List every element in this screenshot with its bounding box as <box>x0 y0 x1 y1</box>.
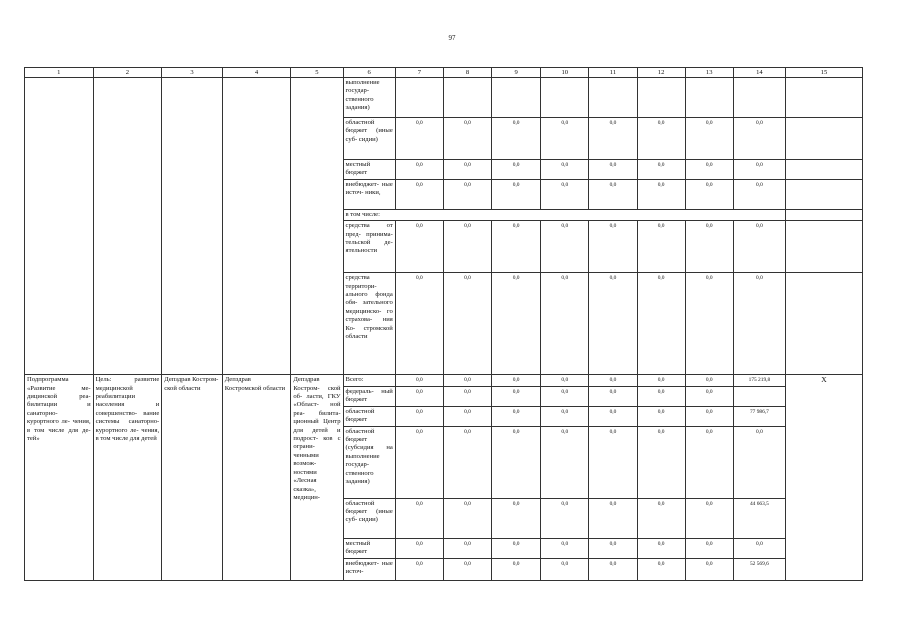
value-cell-col7: 0,0 <box>395 118 443 160</box>
column-header-7: 7 <box>395 68 443 78</box>
value-cell-col11: 0,0 <box>589 426 637 498</box>
total-value-cell <box>733 78 785 118</box>
continuation-cell-col1 <box>25 78 94 375</box>
total-value-cell <box>733 386 785 406</box>
value-cell-col11: 0,0 <box>589 498 637 538</box>
table-row <box>25 78 863 118</box>
value-cell-col12 <box>637 78 685 118</box>
total-value-cell: 0,0 <box>733 179 785 209</box>
value-cell-col9: 0,0 <box>492 538 541 558</box>
value-cell-col8 <box>443 78 491 118</box>
value-cell-col13: 0,0 <box>685 375 733 386</box>
coordinator: Депздрав Костром- ской области <box>162 375 222 580</box>
value-cell-col8: 0,0 <box>443 375 491 386</box>
column-header-9: 9 <box>492 68 541 78</box>
column-header-8: 8 <box>443 68 491 78</box>
total-value-cell: 0,0 <box>733 160 785 180</box>
value-cell-col9: 0,0 <box>492 558 541 580</box>
source-label: выполнение государ- ственного задания) <box>343 78 395 118</box>
source-label: внебюджет- ные источ- ники, <box>343 179 395 209</box>
empty-col15-cell <box>786 179 863 209</box>
budget-table <box>24 67 863 581</box>
value-cell-col8: 0,0 <box>443 498 491 538</box>
value-cell-col8: 0,0 <box>443 179 491 209</box>
column-header-1: 1 <box>25 68 94 78</box>
value-cell-col7: 0,0 <box>395 160 443 180</box>
value-cell-col9: 0,0 <box>492 118 541 160</box>
value-cell-col9: 0,0 <box>492 498 541 538</box>
value-cell-col9: 0,0 <box>492 386 541 406</box>
value-cell-col9: 0,0 <box>492 160 541 180</box>
value-cell-col9: 0,0 <box>492 221 541 273</box>
continuation-cell-col4 <box>222 78 291 375</box>
value-cell-col9 <box>492 78 541 118</box>
empty-col15-cell <box>786 160 863 180</box>
value-cell-col8: 0,0 <box>443 426 491 498</box>
total-value-cell: 0,0 <box>733 538 785 558</box>
total-value-cell: 0,0 <box>733 118 785 160</box>
value-cell-col12: 0,0 <box>637 406 685 426</box>
empty-col15-cell <box>786 209 863 220</box>
value-cell-col12: 0,0 <box>637 386 685 406</box>
responsible-executor: Депздрав Костромской области <box>222 375 291 580</box>
value-cell-col12: 0,0 <box>637 273 685 375</box>
value-cell-col10: 0,0 <box>541 498 589 538</box>
value-cell-col11: 0,0 <box>589 558 637 580</box>
value-cell-col10: 0,0 <box>541 273 589 375</box>
value-cell-col10 <box>541 78 589 118</box>
value-cell-col10: 0,0 <box>541 426 589 498</box>
source-label: средства от пред- принима- тельской де- ятельности <box>343 221 395 273</box>
value-cell-col9: 0,0 <box>492 179 541 209</box>
total-value-cell: 0,0 <box>733 426 785 498</box>
value-cell-col7: 0,0 <box>395 221 443 273</box>
value-cell-col12: 0,0 <box>637 426 685 498</box>
value-cell-col13: 0,0 <box>685 386 733 406</box>
column-header-2: 2 <box>93 68 162 78</box>
value-cell-col8: 0,0 <box>443 558 491 580</box>
value-cell-col7: 0,0 <box>395 273 443 375</box>
value-cell-col12: 0,0 <box>637 118 685 160</box>
header-row <box>25 68 863 78</box>
value-cell-col7: 0,0 <box>395 375 443 386</box>
value-cell-col12: 0,0 <box>637 160 685 180</box>
source-label: областной бюджет <box>343 406 395 426</box>
value-cell-col13: 0,0 <box>685 118 733 160</box>
value-cell-col7: 0,0 <box>395 498 443 538</box>
value-cell-col12: 0,0 <box>637 498 685 538</box>
empty-col15-cell <box>786 273 863 375</box>
continuation-cell-col3 <box>162 78 222 375</box>
value-cell-col11: 0,0 <box>589 375 637 386</box>
value-cell-col12: 0,0 <box>637 179 685 209</box>
source-label: Всего: <box>343 375 395 386</box>
column-header-11: 11 <box>589 68 637 78</box>
value-cell-col11: 0,0 <box>589 160 637 180</box>
subprogram-name: Подпрограмма «Развитие ме- дицинской реа- билитации и санаторно- курортного ле- чения, в том числе для де- тей» <box>25 375 94 580</box>
source-label: в том числе: <box>343 209 785 220</box>
value-cell-col13: 0,0 <box>685 558 733 580</box>
empty-col15-cell <box>786 78 863 118</box>
total-value-cell: 52 569,6 <box>733 558 785 580</box>
empty-col15-cell <box>786 221 863 273</box>
source-label: областной бюджет (субсидия на выполнение государ- ственного задания) <box>343 426 395 498</box>
column-header-12: 12 <box>637 68 685 78</box>
value-cell-col12: 0,0 <box>637 558 685 580</box>
value-cell-col9: 0,0 <box>492 375 541 386</box>
col15-mark: Х <box>786 375 863 580</box>
value-cell-col7: 0,0 <box>395 406 443 426</box>
value-cell-col13: 0,0 <box>685 160 733 180</box>
column-header-5: 5 <box>291 68 343 78</box>
total-value-cell: 44 663,5 <box>733 498 785 538</box>
value-cell-col13: 0,0 <box>685 538 733 558</box>
source-label: внебюджет- ные источ- <box>343 558 395 580</box>
continuation-cell-col2 <box>93 78 162 375</box>
value-cell-col10: 0,0 <box>541 179 589 209</box>
co-executors: Депздрав Костром- ской об- ласти, ГКУ «Област- ной реа- билита- ционный Центр для детей и подрост- ков с ограни- ченными возмож- ностями «Лесная сказка», медицин- <box>291 375 343 580</box>
column-header-14: 14 <box>733 68 785 78</box>
value-cell-col8: 0,0 <box>443 406 491 426</box>
source-label: местный бюджет <box>343 538 395 558</box>
value-cell-col8: 0,0 <box>443 538 491 558</box>
value-cell-col10: 0,0 <box>541 375 589 386</box>
continuation-cell-col5 <box>291 78 343 375</box>
column-header-13: 13 <box>685 68 733 78</box>
column-header-3: 3 <box>162 68 222 78</box>
value-cell-col13 <box>685 78 733 118</box>
source-label: федераль- ный бюджет <box>343 386 395 406</box>
total-value-cell: 175 219,8 <box>733 375 785 386</box>
page-number: 97 <box>448 34 456 42</box>
value-cell-col10: 0,0 <box>541 160 589 180</box>
value-cell-col12: 0,0 <box>637 375 685 386</box>
value-cell-col9: 0,0 <box>492 406 541 426</box>
subprogram-goal: Цель: развитие медицинской реабилитации населения и совершенство- вание системы санаторно- курортного ле- чения, в том числе для детей <box>93 375 162 580</box>
value-cell-col11: 0,0 <box>589 406 637 426</box>
value-cell-col11: 0,0 <box>589 273 637 375</box>
value-cell-col10: 0,0 <box>541 558 589 580</box>
value-cell-col12: 0,0 <box>637 538 685 558</box>
empty-col15-cell <box>786 118 863 160</box>
column-header-15: 15 <box>786 68 863 78</box>
value-cell-col11: 0,0 <box>589 221 637 273</box>
value-cell-col8: 0,0 <box>443 386 491 406</box>
value-cell-col11: 0,0 <box>589 118 637 160</box>
value-cell-col7: 0,0 <box>395 558 443 580</box>
value-cell-col8: 0,0 <box>443 221 491 273</box>
value-cell-col13: 0,0 <box>685 179 733 209</box>
value-cell-col7: 0,0 <box>395 179 443 209</box>
value-cell-col8: 0,0 <box>443 118 491 160</box>
source-label: местный бюджет <box>343 160 395 180</box>
value-cell-col10: 0,0 <box>541 118 589 160</box>
value-cell-col10: 0,0 <box>541 386 589 406</box>
source-label: областной бюджет (иные суб- сидии) <box>343 118 395 160</box>
total-value-cell: 0,0 <box>733 221 785 273</box>
value-cell-col10: 0,0 <box>541 221 589 273</box>
source-label: областной бюджет (иные суб- сидии) <box>343 498 395 538</box>
column-header-6: 6 <box>343 68 395 78</box>
value-cell-col12: 0,0 <box>637 221 685 273</box>
value-cell-col10: 0,0 <box>541 406 589 426</box>
total-value-cell: 0,0 <box>733 273 785 375</box>
value-cell-col7: 0,0 <box>395 538 443 558</box>
column-header-10: 10 <box>541 68 589 78</box>
value-cell-col7: 0,0 <box>395 426 443 498</box>
value-cell-col13: 0,0 <box>685 273 733 375</box>
total-value-cell: 77 986,7 <box>733 406 785 426</box>
table-row <box>25 375 863 386</box>
value-cell-col10: 0,0 <box>541 538 589 558</box>
value-cell-col11 <box>589 78 637 118</box>
value-cell-col11: 0,0 <box>589 386 637 406</box>
value-cell-col9: 0,0 <box>492 426 541 498</box>
value-cell-col11: 0,0 <box>589 179 637 209</box>
column-header-4: 4 <box>222 68 291 78</box>
value-cell-col11: 0,0 <box>589 538 637 558</box>
value-cell-col8: 0,0 <box>443 273 491 375</box>
source-label: средства территори- ального фонда обя- зательного медицинско- го страхова- ния Ко- стромской области <box>343 273 395 375</box>
value-cell-col13: 0,0 <box>685 426 733 498</box>
value-cell-col13: 0,0 <box>685 406 733 426</box>
value-cell-col13: 0,0 <box>685 498 733 538</box>
value-cell-col13: 0,0 <box>685 221 733 273</box>
value-cell-col7: 0,0 <box>395 386 443 406</box>
value-cell-col7 <box>395 78 443 118</box>
value-cell-col8: 0,0 <box>443 160 491 180</box>
value-cell-col9: 0,0 <box>492 273 541 375</box>
